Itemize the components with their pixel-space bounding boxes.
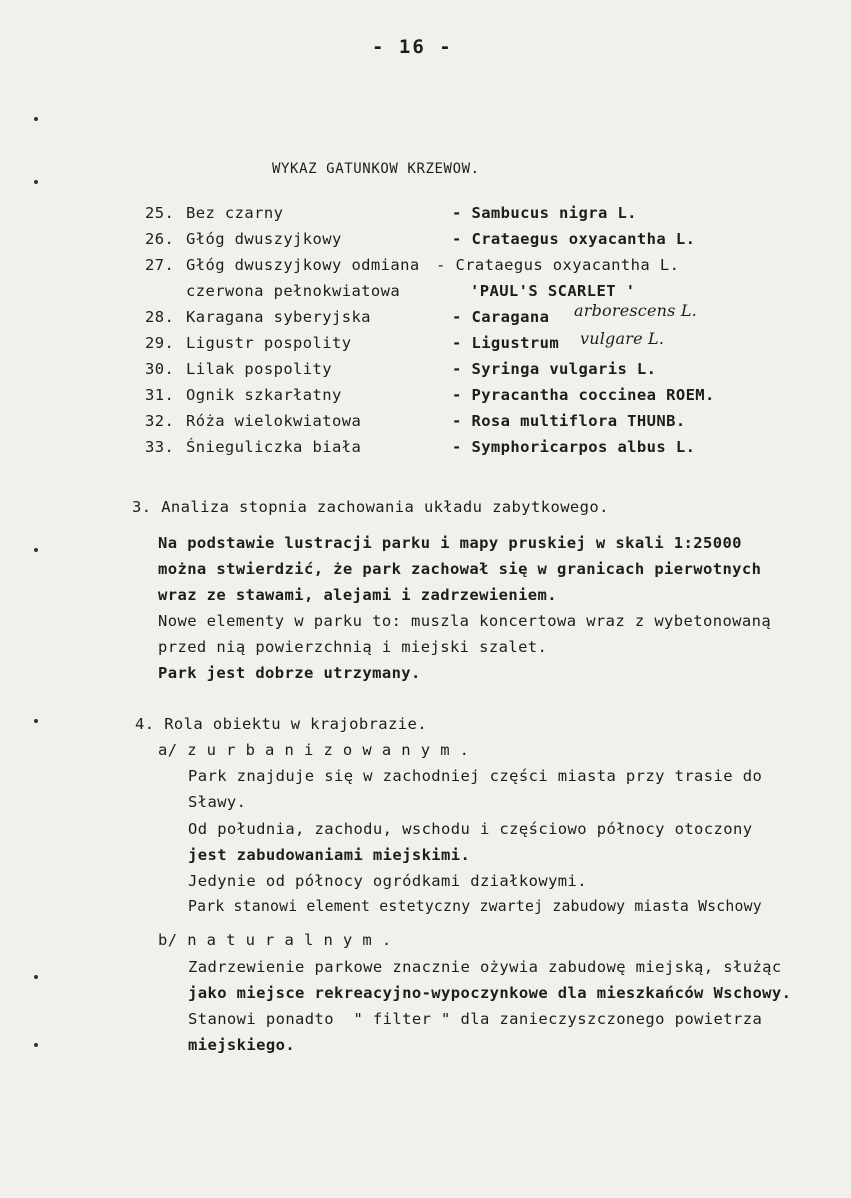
margin-dot	[34, 975, 38, 979]
list-item-number: 33.	[145, 438, 175, 456]
list-item-polish-name: Lilak pospolity	[186, 360, 332, 378]
list-item-latin-name: - Crataegus oxyacantha L.	[436, 256, 680, 274]
list-item-latin-name: - Pyracantha coccinea ROEM.	[452, 386, 715, 404]
list-item-number: 32.	[145, 412, 175, 430]
section-heading: 3. Analiza stopnia zachowania układu zabytkowego.	[132, 498, 609, 516]
list-item-number: 29.	[145, 334, 175, 352]
list-item-number: 28.	[145, 308, 175, 326]
paragraph-line: wraz ze stawami, alejami i zadrzewieniem.	[158, 586, 558, 604]
list-item-polish-name: Głóg dwuszyjkowy	[186, 230, 342, 248]
section-heading: 4. Rola obiektu w krajobrazie.	[135, 715, 427, 733]
list-item-latin-name: - Crataegus oxyacantha L.	[452, 230, 696, 248]
handwritten-annotation: vulgare L.	[580, 329, 665, 348]
list-item-number: 31.	[145, 386, 175, 404]
paragraph-line: jako miejsce rekreacyjno-wypoczynkowe dla mieszkańców Wschowy.	[188, 984, 792, 1002]
paragraph-line: Na podstawie lustracji parku i mapy pruskiej w skali 1:25000	[158, 534, 742, 552]
list-item-latin-name: - Caragana	[452, 308, 550, 326]
list-item-latin-name: - Syringa vulgaris L.	[452, 360, 657, 378]
paragraph-line: przed nią powierzchnią i miejski szalet.	[158, 638, 548, 656]
subsection-label: b/ n a t u r a l n y m .	[158, 931, 392, 949]
list-item-number: 27.	[145, 256, 175, 274]
list-item-latin-name: - Rosa multiflora THUNB.	[452, 412, 686, 430]
subsection-label: a/ z u r b a n i z o w a n y m .	[158, 741, 470, 759]
list-item-polish-name: Karagana syberyjska	[186, 308, 371, 326]
margin-dot	[34, 1043, 38, 1047]
list-item-polish-name: Śnieguliczka biała	[186, 438, 362, 456]
paragraph-line: Od południa, zachodu, wschodu i częściowo północy otoczony	[188, 820, 753, 838]
paragraph-line: Jedynie od północy ogródkami działkowymi.	[188, 872, 588, 890]
handwritten-annotation: arborescens L.	[574, 301, 697, 320]
margin-dot	[34, 548, 38, 552]
paragraph-line: Stanowi ponadto " filter " dla zanieczyszczonego powietrza	[188, 1010, 763, 1028]
paragraph-line: jest zabudowaniami miejskimi.	[188, 846, 471, 864]
paragraph-line: miejskiego.	[188, 1036, 296, 1054]
paragraph-line: Park znajduje się w zachodniej części miasta przy trasie do	[188, 767, 763, 785]
margin-dot	[34, 719, 38, 723]
list-item-number: 30.	[145, 360, 175, 378]
list-item-cultivar: 'PAUL'S SCARLET '	[470, 282, 636, 300]
paragraph-line: Park jest dobrze utrzymany.	[158, 664, 421, 682]
paragraph-line: Sławy.	[188, 793, 247, 811]
paragraph-line: Park stanowi element estetyczny zwartej zabudowy miasta Wschowy	[188, 898, 762, 915]
list-item-number: 26.	[145, 230, 175, 248]
margin-dot	[34, 180, 38, 184]
list-item-polish-name: Bez czarny	[186, 204, 284, 222]
list-item-latin-name: - Sambucus nigra L.	[452, 204, 637, 222]
margin-dot	[34, 117, 38, 121]
list-item-polish-name: Ligustr pospolity	[186, 334, 352, 352]
list-item-number: 25.	[145, 204, 175, 222]
list-item-latin-name: - Ligustrum	[452, 334, 560, 352]
list-item-latin-name: - Symphoricarpos albus L.	[452, 438, 696, 456]
page-number: - 16 -	[372, 36, 453, 58]
list-item-polish-name: Ognik szkarłatny	[186, 386, 342, 404]
page-title: WYKAZ GATUNKOW KRZEWOW.	[272, 161, 480, 177]
list-item-polish-name: Róża wielokwiatowa	[186, 412, 362, 430]
list-item-polish-name: Głóg dwuszyjkowy odmiana	[186, 256, 420, 274]
paragraph-line: Zadrzewienie parkowe znacznie ożywia zabudowę miejską, służąc	[188, 958, 782, 976]
paragraph-line: Nowe elementy w parku to: muszla koncertowa wraz z wybetonowaną	[158, 612, 772, 630]
paragraph-line: można stwierdzić, że park zachował się w granicach pierwotnych	[158, 560, 762, 578]
list-item-polish-name: czerwona pełnokwiatowa	[186, 282, 401, 300]
